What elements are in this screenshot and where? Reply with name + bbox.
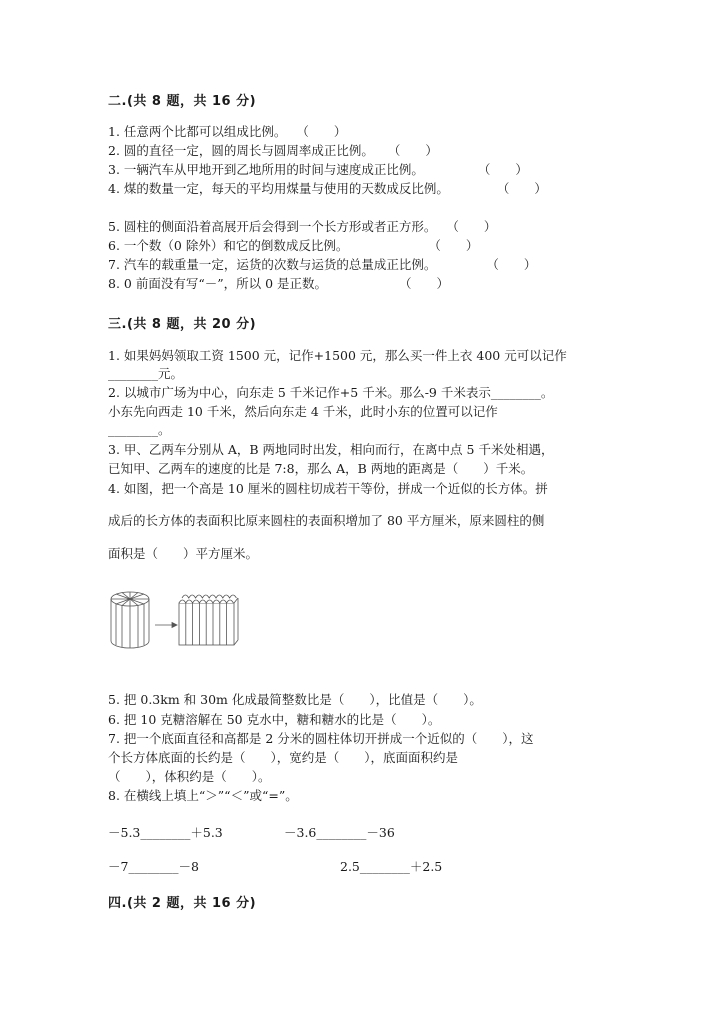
s3-q6: 6. 把 10 克糖溶解在 50 克水中，糖和糖水的比是（ ）。 [108,712,441,727]
s2-item-5-paren[interactable]: （ ） [446,219,497,234]
s3-q2-line2: 小东先向西走 10 千米，然后向东走 4 千米，此时小东的位置可以记作 [108,404,498,419]
s2-item-5-text: 5. 圆柱的侧面沿着高展开后会得到一个长方形或者正方形。 [108,219,437,234]
s2-item-4-text: 4. 煤的数量一定，每天的平均用煤量与使用的天数成反比例。 [108,181,449,196]
compare-2[interactable]: －3.6________－36 [284,825,395,840]
s2-item-1-text: 1. 任意两个比都可以组成比例。 [108,124,287,139]
compare-3[interactable]: －7________－8 [108,859,199,874]
section4-heading: 四.(共 2 题，共 16 分) [108,896,257,911]
s2-item-7-paren[interactable]: （ ） [486,257,537,272]
s3-q3-line1: 3. 甲、乙两车分别从 A，B 两地同时出发，相向而行，在离中点 5 千米处相遇， [108,442,554,457]
s3-q2-line3[interactable]: ________。 [108,422,171,437]
s3-q4-line1: 4. 如图，把一个高是 10 厘米的圆柱切成若干等份，拼成一个近似的长方体。拼 [108,481,548,496]
cylinder-to-cuboid-figure [108,585,248,655]
s3-q4-line3: 面积是（ ）平方厘米。 [108,546,259,561]
cuboid-figure [179,595,238,645]
s2-item-2-paren[interactable]: （ ） [387,143,438,158]
section3-heading: 三.(共 8 题，共 20 分) [108,317,257,332]
s2-item-6 [108,237,478,255]
s2-item-7 [108,256,536,274]
s2-item-8-paren[interactable]: （ ） [399,276,450,291]
s3-q7-line1: 7. 把一个底面直径和高都是 2 分米的圆柱体切开拼成一个近似的（ ），这 [108,731,534,746]
s3-q4-line2: 成后的长方体的表面积比原来圆柱的表面积增加了 80 平方厘米，原来圆柱的侧 [108,513,545,528]
compare-1[interactable]: －5.3________＋5.3 [108,825,223,840]
s2-item-4 [108,180,547,198]
s3-q1-line1: 1. 如果妈妈领取工资 1500 元，记作+1500 元，那么买一件上衣 400 元可以记作 [108,348,567,363]
s3-q3-line2: 已知甲、乙两车的速度的比是 7:8，那么 A，B 两地的距离是（ ）千米。 [108,461,534,476]
s2-item-8 [108,275,449,293]
s2-item-3-text: 3. 一辆汽车从甲地开到乙地所用的时间与速度成正比例。 [108,162,424,177]
s3-q5: 5. 把 0.3km 和 30m 化成最简整数比是（ ），比值是（ ）。 [108,692,482,707]
cylinder-figure [111,592,149,648]
s2-item-3 [108,161,528,179]
s2-item-1-paren[interactable]: （ ） [296,124,347,139]
s2-item-5 [108,218,496,236]
s2-item-2-text: 2. 圆的直径一定，圆的周长与圆周率成正比例。 [108,143,374,158]
s2-item-1 [108,123,346,141]
s3-q1-line2[interactable]: ________元。 [108,366,184,381]
compare-4[interactable]: 2.5________＋2.5 [340,859,443,874]
s2-item-8-text: 8. 0 前面没有写“－”，所以 0 是正数。 [108,276,328,291]
s3-q8: 8. 在横线上填上“＞”“＜”或“=”。 [108,788,298,803]
s3-q7-line2: 个长方体底面的长约是（ ），宽约是（ ），底面面积约是 [108,750,459,765]
s2-item-6-text: 6. 一个数（0 除外）和它的倒数成反比例。 [108,238,349,253]
arrow-icon [155,623,177,628]
s2-item-7-text: 7. 汽车的载重量一定，运货的次数与运货的总量成正比例。 [108,257,437,272]
s2-item-4-paren[interactable]: （ ） [496,181,547,196]
s2-item-2 [108,142,438,160]
s3-q7-line3: （ ），体积约是（ ）。 [108,769,271,784]
s2-item-3-paren[interactable]: （ ） [477,162,528,177]
section2-heading: 二.(共 8 题，共 16 分) [108,94,257,109]
s3-q2-line1: 2. 以城市广场为中心，向东走 5 千米记作+5 千米。那么-9 千米表示________。 [108,385,554,400]
s2-item-6-paren[interactable]: （ ） [428,238,479,253]
